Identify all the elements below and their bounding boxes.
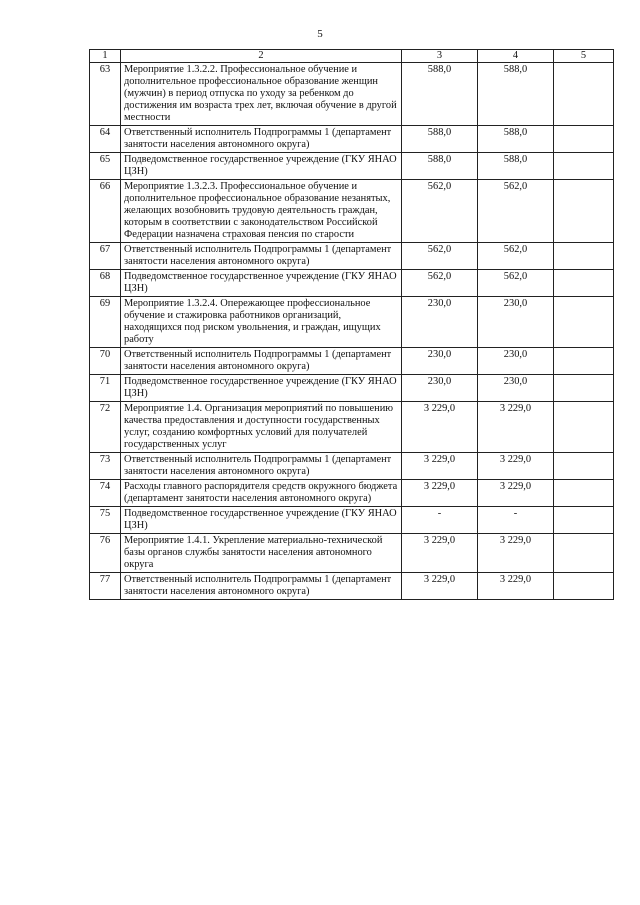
column-3-value-cell: 3 229,0 xyxy=(402,534,478,573)
description-cell: Мероприятие 1.3.2.3. Профессиональное обучение и дополнительное профессиональное образование незанятых, желающих возобновить трудовую деятельность граждан, которым в соответствии с законодательством Российской Федерации назначена страховая пенсия по старости xyxy=(121,180,402,243)
row-number-cell: 77 xyxy=(90,573,121,600)
header-col-2: 2 xyxy=(121,50,402,63)
column-3-value-cell: 588,0 xyxy=(402,126,478,153)
table-body xyxy=(90,63,614,600)
column-5-value-cell xyxy=(554,126,614,153)
table-row xyxy=(90,534,614,573)
row-number-cell: 65 xyxy=(90,153,121,180)
column-3-value-cell: 588,0 xyxy=(402,153,478,180)
column-4-value-cell: 3 229,0 xyxy=(478,402,554,453)
column-5-value-cell xyxy=(554,153,614,180)
column-4-value-cell: 588,0 xyxy=(478,63,554,126)
row-number-cell: 69 xyxy=(90,297,121,348)
column-4-value-cell: 3 229,0 xyxy=(478,573,554,600)
table-row xyxy=(90,375,614,402)
table-row xyxy=(90,573,614,600)
row-number-cell: 72 xyxy=(90,402,121,453)
column-4-value-cell: 3 229,0 xyxy=(478,453,554,480)
table-row xyxy=(90,480,614,507)
column-5-value-cell xyxy=(554,63,614,126)
column-5-value-cell xyxy=(554,573,614,600)
row-number-cell: 64 xyxy=(90,126,121,153)
column-4-value-cell: 562,0 xyxy=(478,243,554,270)
description-cell: Мероприятие 1.3.2.2. Профессиональное обучение и дополнительное профессиональное образование женщин (мужчин) в период отпуска по уходу за ребенком до достижения им возраста трех лет, включая обучение в другой местности xyxy=(121,63,402,126)
row-number-cell: 66 xyxy=(90,180,121,243)
row-number-cell: 71 xyxy=(90,375,121,402)
description-cell: Ответственный исполнитель Подпрограммы 1 (департамент занятости населения автономного округа) xyxy=(121,573,402,600)
column-5-value-cell xyxy=(554,243,614,270)
column-3-value-cell: 230,0 xyxy=(402,375,478,402)
column-3-value-cell: - xyxy=(402,507,478,534)
table-row xyxy=(90,63,614,126)
column-3-value-cell: 562,0 xyxy=(402,180,478,243)
column-5-value-cell xyxy=(554,507,614,534)
header-col-1: 1 xyxy=(90,50,121,63)
column-3-value-cell: 562,0 xyxy=(402,270,478,297)
description-cell: Ответственный исполнитель Подпрограммы 1 (департамент занятости населения автономного округа) xyxy=(121,348,402,375)
table-row xyxy=(90,297,614,348)
header-row xyxy=(90,50,614,63)
row-number-cell: 63 xyxy=(90,63,121,126)
column-5-value-cell xyxy=(554,297,614,348)
table-row xyxy=(90,507,614,534)
column-5-value-cell xyxy=(554,453,614,480)
table-row xyxy=(90,126,614,153)
column-3-value-cell: 230,0 xyxy=(402,348,478,375)
table-row xyxy=(90,153,614,180)
budget-table xyxy=(89,49,614,600)
column-3-value-cell: 588,0 xyxy=(402,63,478,126)
column-4-value-cell: - xyxy=(478,507,554,534)
column-4-value-cell: 230,0 xyxy=(478,297,554,348)
description-cell: Ответственный исполнитель Подпрограммы 1 (департамент занятости населения автономного округа) xyxy=(121,243,402,270)
header-col-4: 4 xyxy=(478,50,554,63)
description-cell: Ответственный исполнитель Подпрограммы 1 (департамент занятости населения автономного округа) xyxy=(121,126,402,153)
table-row xyxy=(90,180,614,243)
column-4-value-cell: 588,0 xyxy=(478,126,554,153)
description-cell: Подведомственное государственное учреждение (ГКУ ЯНАО ЦЗН) xyxy=(121,507,402,534)
row-number-cell: 68 xyxy=(90,270,121,297)
table-row xyxy=(90,402,614,453)
description-cell: Подведомственное государственное учреждение (ГКУ ЯНАО ЦЗН) xyxy=(121,375,402,402)
column-4-value-cell: 562,0 xyxy=(478,270,554,297)
description-cell: Расходы главного распорядителя средств окружного бюджета (департамент занятости населения автономного округа) xyxy=(121,480,402,507)
column-4-value-cell: 562,0 xyxy=(478,180,554,243)
description-cell: Ответственный исполнитель Подпрограммы 1 (департамент занятости населения автономного округа) xyxy=(121,453,402,480)
description-cell: Мероприятие 1.3.2.4. Опережающее профессиональное обучение и стажировка работников организаций, находящихся под риском увольнения, и граждан, ищущих работу xyxy=(121,297,402,348)
row-number-cell: 76 xyxy=(90,534,121,573)
description-cell: Подведомственное государственное учреждение (ГКУ ЯНАО ЦЗН) xyxy=(121,153,402,180)
row-number-cell: 74 xyxy=(90,480,121,507)
table-row xyxy=(90,243,614,270)
description-cell: Подведомственное государственное учреждение (ГКУ ЯНАО ЦЗН) xyxy=(121,270,402,297)
table-row xyxy=(90,270,614,297)
row-number-cell: 75 xyxy=(90,507,121,534)
column-5-value-cell xyxy=(554,402,614,453)
column-3-value-cell: 562,0 xyxy=(402,243,478,270)
column-5-value-cell xyxy=(554,348,614,375)
column-4-value-cell: 230,0 xyxy=(478,375,554,402)
column-4-value-cell: 588,0 xyxy=(478,153,554,180)
column-5-value-cell xyxy=(554,534,614,573)
row-number-cell: 67 xyxy=(90,243,121,270)
column-3-value-cell: 3 229,0 xyxy=(402,402,478,453)
column-4-value-cell: 230,0 xyxy=(478,348,554,375)
table-row xyxy=(90,453,614,480)
header-col-3: 3 xyxy=(402,50,478,63)
column-3-value-cell: 230,0 xyxy=(402,297,478,348)
row-number-cell: 70 xyxy=(90,348,121,375)
header-col-5: 5 xyxy=(554,50,614,63)
description-cell: Мероприятие 1.4. Организация мероприятий по повышению качества предоставления и доступности государственных услуг, созданию комфортных условий для получателей государственных услуг xyxy=(121,402,402,453)
column-4-value-cell: 3 229,0 xyxy=(478,480,554,507)
column-5-value-cell xyxy=(554,270,614,297)
table-row xyxy=(90,348,614,375)
column-5-value-cell xyxy=(554,480,614,507)
column-3-value-cell: 3 229,0 xyxy=(402,453,478,480)
row-number-cell: 73 xyxy=(90,453,121,480)
column-3-value-cell: 3 229,0 xyxy=(402,480,478,507)
column-5-value-cell xyxy=(554,180,614,243)
column-3-value-cell: 3 229,0 xyxy=(402,573,478,600)
table-header xyxy=(90,50,614,63)
column-4-value-cell: 3 229,0 xyxy=(478,534,554,573)
page-number: 5 xyxy=(317,28,323,40)
description-cell: Мероприятие 1.4.1. Укрепление материально-технической базы органов службы занятости населения автономного округа xyxy=(121,534,402,573)
column-5-value-cell xyxy=(554,375,614,402)
